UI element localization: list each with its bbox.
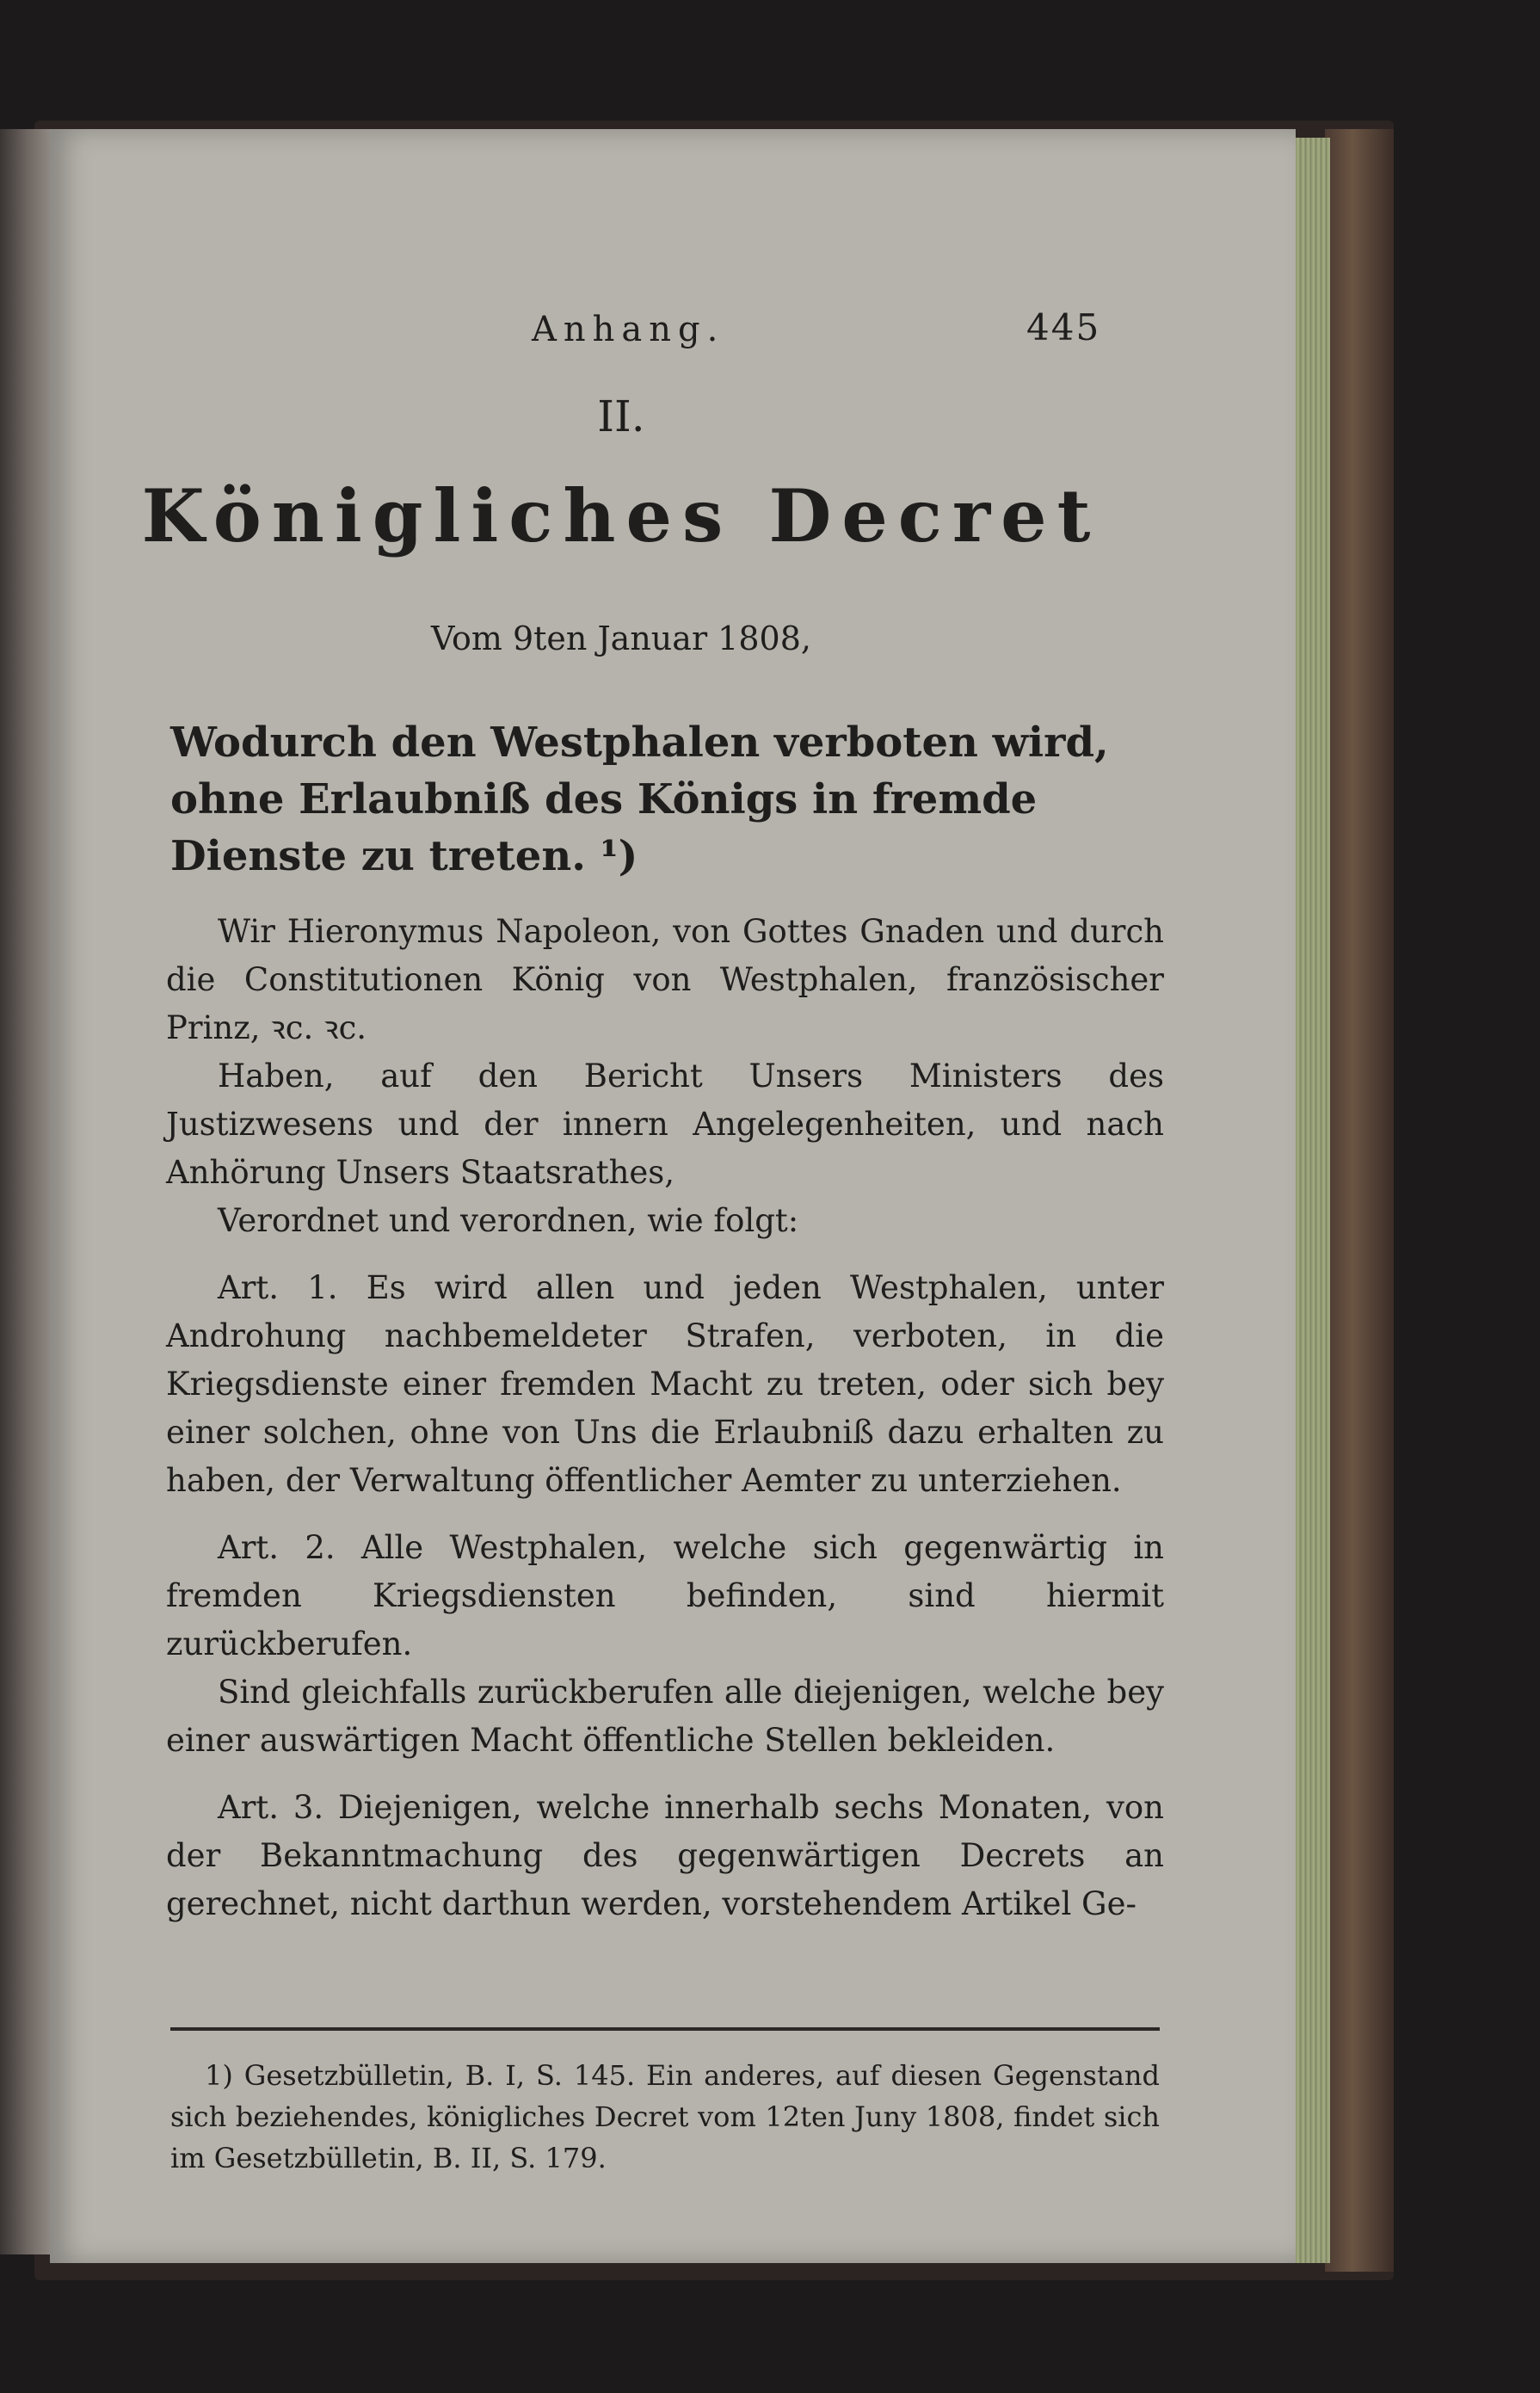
decree-title: Königliches Decret (141, 473, 1101, 558)
footnote: 1) Gesetzbülletin, B. I, S. 145. Ein anderes, auf diesen Gegenstand sich beziehendes, königliches Decret vom 12ten Juny 1808, findet sich im Gesetzbülletin, B. II, S. 179. (170, 2059, 1160, 2174)
preamble-paragraph: Wir Hieronymus Napoleon, von Gottes Gnaden und durch die Constitutionen König von Westphalen, französischer Prinz, ꝛc. ꝛc. (166, 913, 1164, 1046)
preamble-paragraph: Verordnet und verordnen, wie folgt: (218, 1202, 799, 1239)
decree-body (166, 908, 1164, 1928)
running-header (50, 306, 1296, 361)
book-cover-edge (1325, 129, 1394, 2272)
header-title: Anhang. (532, 310, 725, 349)
decree-subtitle: Wodurch den Westphalen verboten wird, ohne Erlaubniß des Königs in fremde Dienste zu treten. ¹) (170, 719, 1109, 880)
facing-page-edge (0, 129, 50, 2254)
article-paragraph: Art. 3. Diejenigen, welche innerhalb sechs Monaten, von der Bekanntmachung des gegenwärtigen Decrets an gerechnet, nicht darthun werden, vorstehendem Artikel Ge- (166, 1789, 1164, 1922)
page-block-edges (1291, 138, 1330, 2263)
article-paragraph: Sind gleichfalls zurückberufen alle diejenigen, welche bey einer auswärtigen Macht öffentliche Stellen bekleiden. (166, 1674, 1164, 1759)
decree-date: Vom 9ten Januar 1808, (431, 620, 811, 657)
footnote-rule (170, 2027, 1160, 2031)
section-numeral: II. (597, 392, 645, 441)
preamble-paragraph: Haben, auf den Bericht Unsers Ministers des Justizwesens und der innern Angelegenheiten, und nach Anhörung Unsers Staatsrathes, (166, 1058, 1164, 1191)
page-number: 445 (1026, 306, 1101, 348)
article-paragraph: Art. 2. Alle Westphalen, welche sich gegenwärtig in fremden Kriegsdiensten befinden, sind hiermit zurückberufen. (166, 1529, 1164, 1662)
book-page (50, 129, 1296, 2263)
article-paragraph: Art. 1. Es wird allen und jeden Westphalen, unter Androhung nachbemeldeter Strafen, verboten, in die Kriegsdienste einer fremden Macht zu treten, oder sich bey einer solchen, ohne von Uns die Erlaubniß dazu erhalten zu haben, der Verwaltung öffentlicher Aemter zu unterziehen. (166, 1269, 1164, 1499)
